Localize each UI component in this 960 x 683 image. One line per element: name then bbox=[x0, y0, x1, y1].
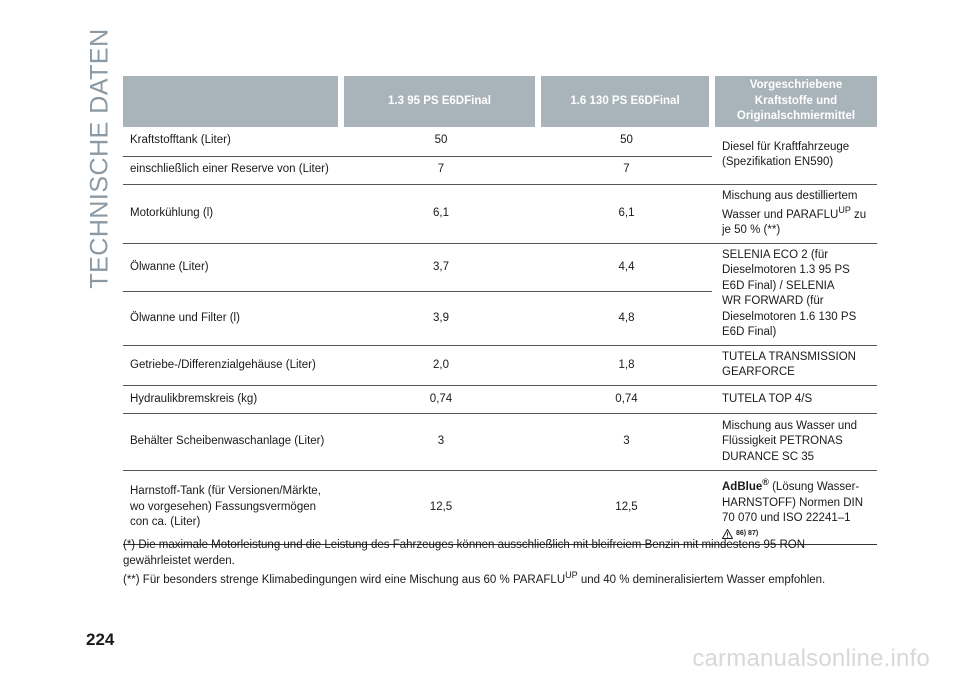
watermark: carmanualsonline.info bbox=[692, 645, 930, 672]
fluid-engine-oil: SELENIA ECO 2 (für Dieselmotoren 1.3 95 PS E6D Final) / SELENIA WR FORWARD (für Dieselmotoren 1.6 130 PS E6D Final) bbox=[712, 243, 877, 345]
page-number: 224 bbox=[86, 630, 115, 649]
value-1-6: 12,5 bbox=[538, 471, 712, 545]
fluid-coolant: Mischung aus destilliertem Wasser und $PARAFLU^{UP}$ zu je 50 % (**) bbox=[712, 184, 877, 243]
row-label: Ölwanne und Filter (l) bbox=[123, 291, 341, 345]
value-1-6: 4,8 bbox=[538, 291, 712, 345]
table-row bbox=[123, 471, 877, 545]
header-engine-1-3: 1.3 95 PS E6DFinal bbox=[341, 76, 538, 127]
header-fluids: Vorgeschriebene Kraftstoffe und Originalschmiermittel bbox=[712, 76, 877, 127]
value-1-3: 6,1 bbox=[341, 184, 538, 243]
fluid-washer: Mischung aus Wasser und Flüssigkeit PETRONAS DURANCE SC 35 bbox=[712, 414, 877, 471]
value-1-6: 4,4 bbox=[538, 243, 712, 291]
value-1-3: 0,74 bbox=[341, 386, 538, 414]
footnote-2: (**) Für besonders strenge Klimabedingungen wird eine Mischung aus 60 % $PARAFLU^{UP}$ und 40 % demineralisiertem Wasser empfohlen. bbox=[123, 570, 826, 586]
value-1-3: 2,0 bbox=[341, 345, 538, 385]
footnotes bbox=[123, 538, 883, 588]
table-row bbox=[123, 243, 877, 291]
fluid-transmission: TUTELA TRANSMISSION GEARFORCE bbox=[712, 345, 877, 385]
value-1-3: 7 bbox=[341, 156, 538, 184]
row-label: Motorkühlung (l) bbox=[123, 184, 341, 243]
value-1-6: 6,1 bbox=[538, 184, 712, 243]
table-row bbox=[123, 127, 877, 156]
value-1-3: 50 bbox=[341, 127, 538, 156]
row-label: Getriebe-/Differenzialgehäuse (Liter) bbox=[123, 345, 341, 385]
table-header-row bbox=[123, 76, 877, 127]
fluid-adblue: AdBlue® (Lösung Wasser- HARNSTOFF) Normen DIN 70 070 und ISO 22241–1 86) 87) bbox=[712, 471, 877, 545]
section-title-text: TECHNISCHE DATEN bbox=[85, 27, 114, 289]
row-label: Behälter Scheibenwaschanlage (Liter) bbox=[123, 414, 341, 471]
footnote-1: (*) Die maximale Motorleistung und die Leistung des Fahrzeuges können ausschließlich mit bleifreiem Benzin mit mindestens 95 RON gewährleistet werden. bbox=[123, 539, 806, 567]
value-1-6: 0,74 bbox=[538, 386, 712, 414]
adblue-brand: AdBlue® bbox=[722, 477, 769, 494]
value-1-3: 3,7 bbox=[341, 243, 538, 291]
table-row bbox=[123, 414, 877, 471]
row-label: einschließlich einer Reserve von (Liter) bbox=[123, 156, 341, 184]
warning-references: 86) 87) bbox=[722, 529, 873, 539]
value-1-6: 1,8 bbox=[538, 345, 712, 385]
value-1-3: 12,5 bbox=[341, 471, 538, 545]
row-label: Hydraulikbremskreis (kg) bbox=[123, 386, 341, 414]
spec-table bbox=[123, 76, 877, 545]
value-1-3: 3 bbox=[341, 414, 538, 471]
row-label: Kraftstofftank (Liter) bbox=[123, 127, 341, 156]
fluid-fuel: Diesel für Kraftfahrzeuge (Spezifikation EN590) bbox=[712, 127, 877, 184]
value-1-3: 3,9 bbox=[341, 291, 538, 345]
value-1-6: 50 bbox=[538, 127, 712, 156]
value-1-6: 7 bbox=[538, 156, 712, 184]
fluid-brake: TUTELA TOP 4/S bbox=[712, 386, 877, 414]
row-label: Harnstoff-Tank (für Versionen/Märkte, wo vorgesehen) Fassungsvermögen con ca. (Liter) bbox=[123, 471, 341, 545]
table-row bbox=[123, 184, 877, 243]
row-label: Ölwanne (Liter) bbox=[123, 243, 341, 291]
section-title bbox=[80, 27, 120, 289]
header-engine-1-6: 1.6 130 PS E6DFinal bbox=[538, 76, 712, 127]
table-row bbox=[123, 386, 877, 414]
header-empty bbox=[123, 76, 341, 127]
table-row bbox=[123, 345, 877, 385]
value-1-6: 3 bbox=[538, 414, 712, 471]
